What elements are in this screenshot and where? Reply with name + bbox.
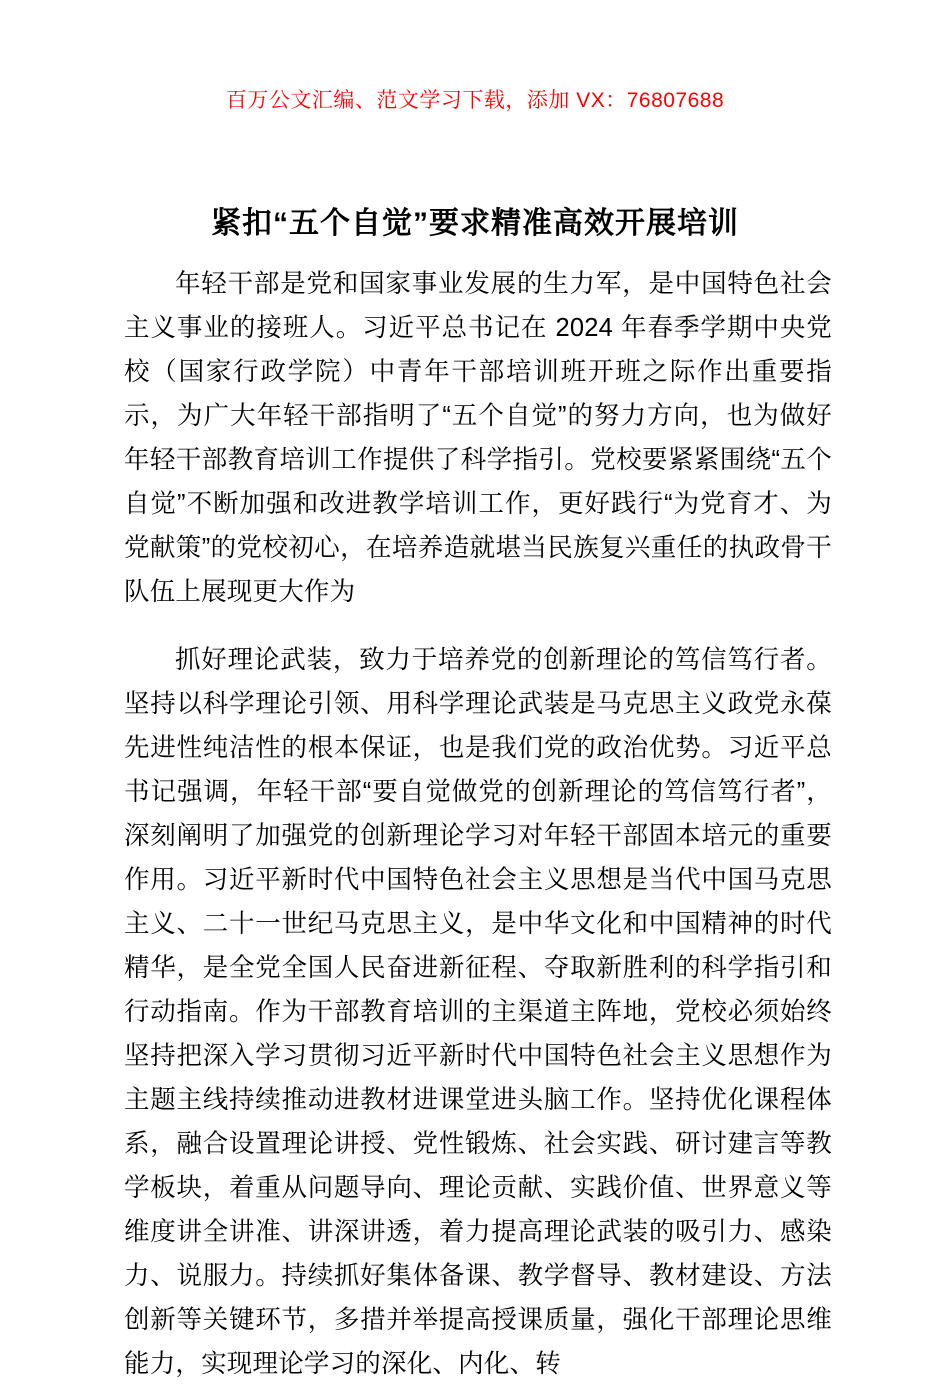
paragraph-1: 年轻干部是党和国家事业发展的生力军，是中国特色社会主义事业的接班人。习近平总书记在 2024 年春季学期中央党校（国家行政学院）中青年干部培训班开班之际作出重要指示，为广大年轻干部指明了“五个自觉”的努力方向，也为做好年轻干部教育培训工作提供了科学指引。党校要紧紧围绕“五个自觉”不断加强和改进教学培训工作，更好践行“为党育才、为党献策”的党校初心，在培养造就堪当民族复兴重任的执政骨干队伍上展现更大作为: [124, 270, 832, 606]
watermark-text: 百万公文汇编、范文学习下载，添加 VX：76807688: [225, 89, 725, 112]
paragraph-spacer: [124, 624, 832, 638]
page-title: 紧扣“五个自觉”要求精准高效开展培训: [211, 207, 739, 241]
paragraph-2: 抓好理论武装，致力于培养党的创新理论的笃信笃行者。坚持以科学理论引领、用科学理论武装是马克思主义政党永葆先进性纯洁性的根本保证，也是我们党的政治优势。习近平总书记强调，年轻干部“要自觉做党的创新理论的笃信笃行者”，深刻阐明了加强党的创新理论学习对年轻干部固本培元的重要作用。习近平新时代中国特色社会主义思想是当代中国马克思主义、二十一世纪马克思主义，是中华文化和中国精神的时代精华，是全党全国人民奋进新征程、夺取新胜利的科学指引和行动指南。作为干部教育培训的主渠道主阵地，党校必须始终坚持把深入学习贯彻习近平新时代中国特色社会主义思想作为主题主线持续推动进教材进课堂进头脑工作。坚持优化课程体系，融合设置理论讲授、党性锻炼、社会实践、研讨建言等教学板块，着重从问题导向、理论贡献、实践价值、世界意义等维度讲全讲准、讲深讲透，着力提高理论武装的吸引力、感染力、说服力。持续抓好集体备课、教学督导、教材建设、方法创新等关键环节，多措并举提高授课质量，强化干部理论思维能力，实现理论学习的深化、内化、转: [124, 646, 832, 1378]
document-body: [124, 262, 832, 1386]
